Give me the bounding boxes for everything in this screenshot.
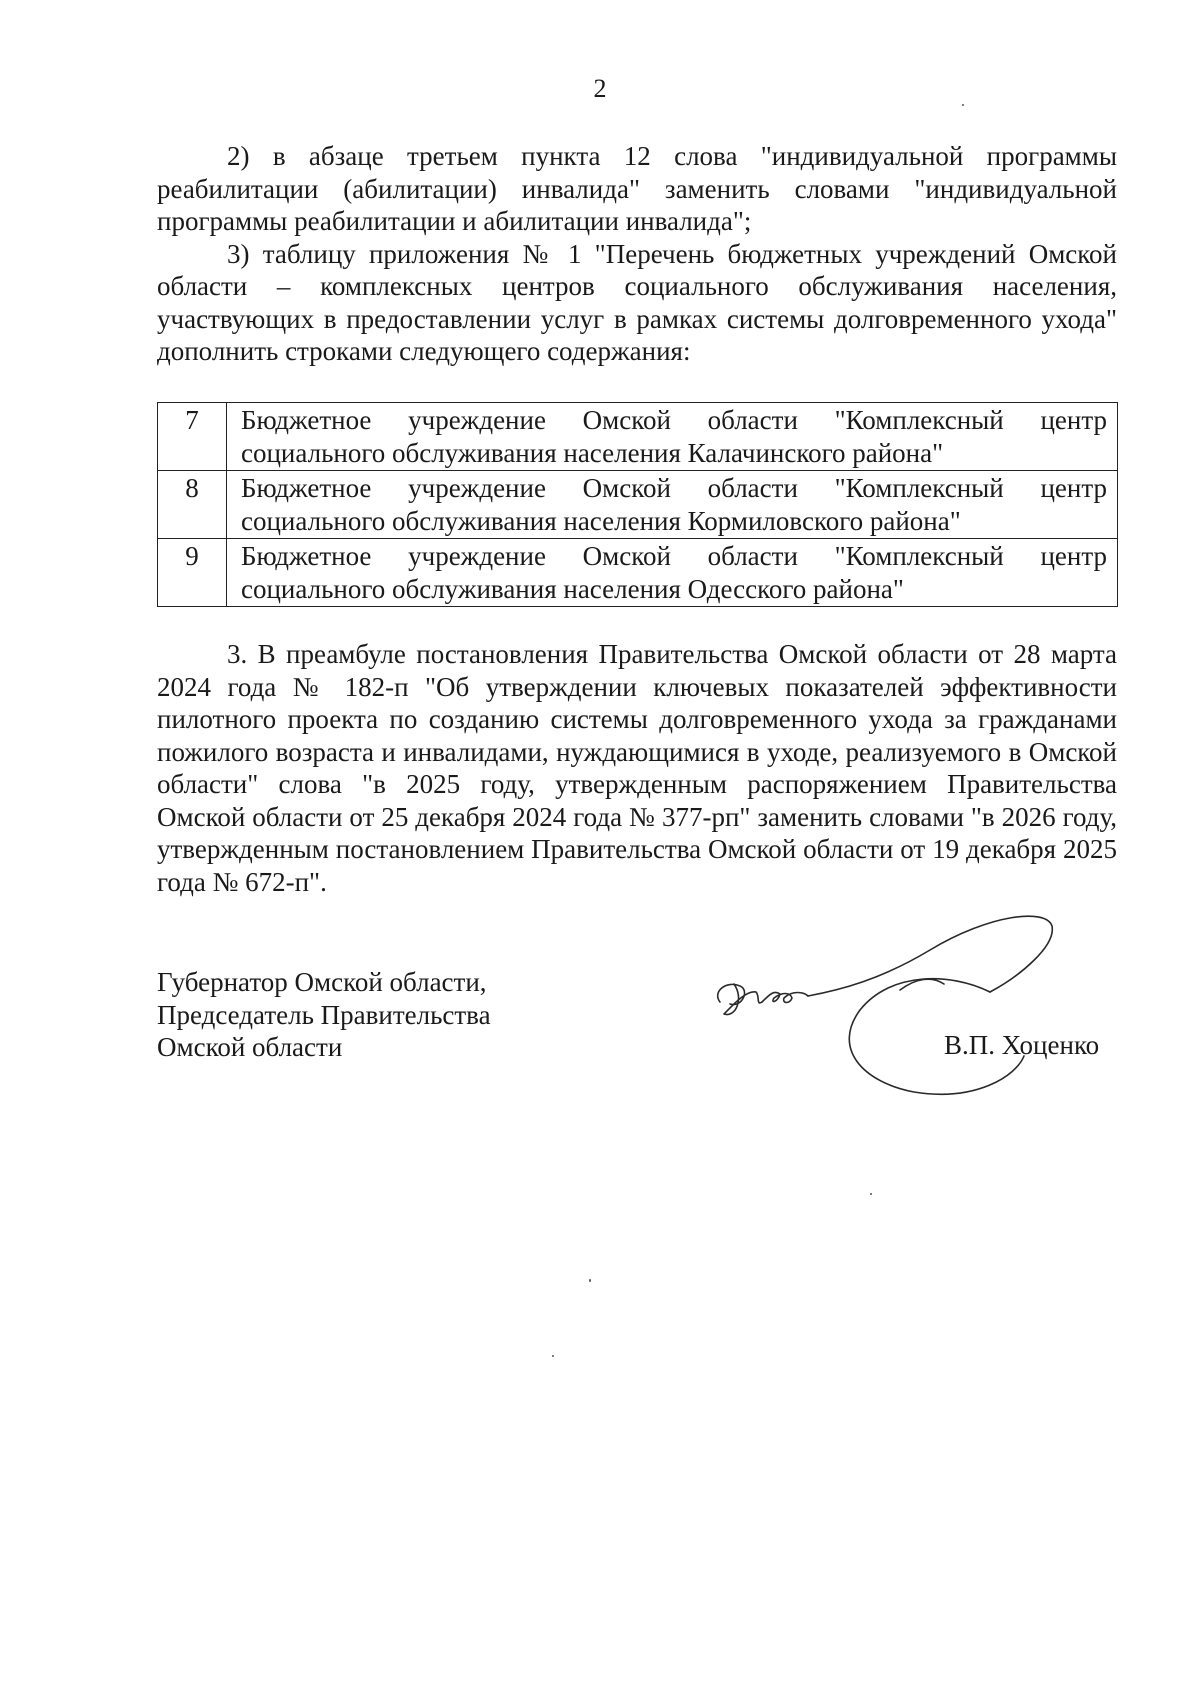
scan-speck (589, 1279, 591, 1282)
amendments-text (157, 140, 1117, 368)
signatory-title-line: Председатель Правительства (157, 999, 491, 1030)
scan-speck (870, 1193, 872, 1195)
row-number: 8 (158, 471, 227, 539)
signatory-title-line: Губернатор Омской области, (157, 967, 487, 997)
scan-speck (962, 104, 964, 106)
signatory-title (157, 966, 491, 1064)
signatory-name: В.П. Хоценко (944, 1030, 1100, 1060)
institution-name: Бюджетное учреждение Омской области "Комплексный центр социального обслуживания населения Калачинского района" (227, 403, 1118, 471)
paragraph-section-3: 3. В преамбуле постановления Правительства Омской области от 28 марта 2024 года № 182-п "Об утверждении ключевых показателей эффективности пилотного проекта по созданию системы долговременного ухода за гражданами пожилого возраста и инвалидами, нуждающимися в уходе, реализуемого в Омской области" слова "в 2025 году, утвержденным распоряжением Правительства Омской области от 25 декабря 2024 года № 377-рп" заменить словами "в 2026 году, утвержденным постановлением Правительства Омской области от 19 декабря 2025 года № 672-п". (157, 639, 1117, 897)
row-number: 7 (158, 403, 227, 471)
handwritten-signature (700, 880, 1140, 1120)
scan-speck (552, 1355, 554, 1357)
appendix-table-rows (157, 402, 1118, 607)
section-3-text (157, 638, 1117, 898)
table-row (158, 403, 1118, 471)
signatory-title-line: Омской области (157, 1032, 343, 1062)
paragraph-item-3: 3) таблицу приложения № 1 "Перечень бюджетных учреждений Омской области – комплексных центров социального обслуживания населения, участвующих в предоставлении услуг в рамках системы долговременного ухода" дополнить строками следующего содержания: (157, 238, 1117, 366)
table-row (158, 471, 1118, 539)
table-row (158, 539, 1118, 607)
paragraph-item-2: 2) в абзаце третьем пункта 12 слова "индивидуальной программы реабилитации (абилитации) инвалида" заменить словами "индивидуальной программы реабилитации и абилитации инвалида"; (157, 141, 1117, 236)
institution-name: Бюджетное учреждение Омской области "Комплексный центр социального обслуживания населения Кормиловского района" (227, 471, 1118, 539)
institution-name: Бюджетное учреждение Омской области "Комплексный центр социального обслуживания населения Одесского района" (227, 539, 1118, 607)
row-number: 9 (158, 539, 227, 607)
page-number: 2 (593, 74, 607, 103)
